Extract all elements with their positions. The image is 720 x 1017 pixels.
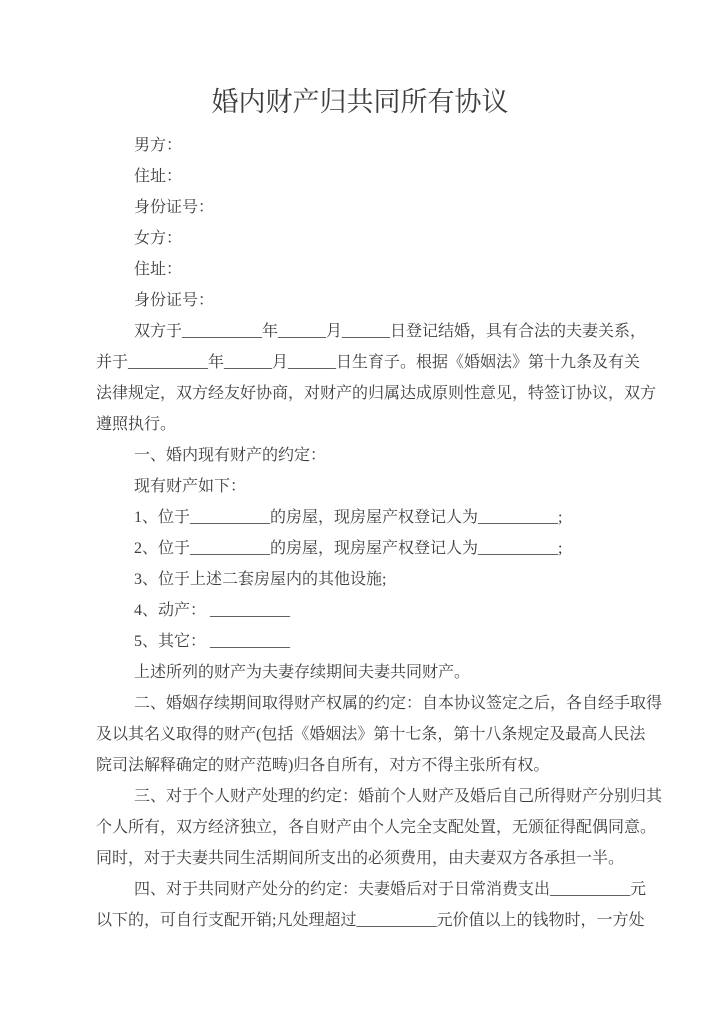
section1-intro: 现有财产如下： (134, 478, 247, 495)
female-party-label: 女方： (134, 230, 183, 247)
female-address-label: 住址： (134, 261, 183, 278)
male-address-label: 住址： (134, 168, 183, 185)
property-item-2: 2、位于__________的房屋，现房屋产权登记人为__________; (134, 540, 563, 557)
section2-line-1: 二、婚姻存续期间取得财产权属的约定：自本协议签定之后，各自经手取得 (134, 695, 663, 712)
section3-line-2: 个人所有，双方经济独立，各自财产由个人完全支配处置，无颁征得配偶同意。 (96, 819, 657, 836)
female-id-label: 身份证号： (134, 292, 215, 309)
section4-line-1: 四、对于共同财产处分的约定：夫妻婚后对于日常消费支出__________元 (134, 881, 647, 898)
property-item-4: 4、动产： __________ (134, 602, 291, 619)
preamble-line-3: 法律规定，双方经友好协商，对财产的归属达成原则性意见，特签订协议，双方 (96, 385, 657, 402)
property-item-3: 3、位于上述二套房屋内的其他设施; (134, 571, 387, 588)
property-item-1: 1、位于__________的房屋，现房屋产权登记人为__________; (134, 509, 563, 526)
section4-line-2: 以下的，可自行支配开销;凡处理超过__________元价值以上的钱物时，一方处 (96, 912, 645, 929)
section3-line-3: 同时，对于夫妻共同生活期间所支出的必须费用，由夫妻双方各承担一半。 (96, 850, 625, 867)
male-id-label: 身份证号： (134, 199, 215, 216)
document-title: 婚内财产归共同所有协议 (211, 87, 509, 117)
property-item-5: 5、其它： __________ (134, 633, 291, 650)
preamble-line-2: 并于__________年______月______日生育子。根据《婚姻法》第十九条及有关 (96, 354, 641, 371)
preamble-line-4: 遵照执行。 (96, 416, 177, 433)
section1-heading: 一、婚内现有财产的约定： (134, 447, 327, 464)
section1-conclusion: 上述所列的财产为夫妻存续期间夫妻共同财产。 (134, 664, 471, 681)
section2-line-2: 及以其名义取得的财产(包括《婚姻法》第十七条，第十八条规定及最高人民法 (96, 726, 646, 743)
male-party-label: 男方： (134, 137, 183, 154)
section3-line-1: 三、对于个人财产处理的约定：婚前个人财产及婚后自己所得财产分别归其 (134, 788, 663, 805)
section2-line-3: 院司法解释确定的财产范畴)归各自所有，对方不得主张所有权。 (96, 757, 550, 774)
preamble-line-1: 双方于__________年______月______日登记结婚，具有合法的夫妻关系， (134, 323, 647, 340)
